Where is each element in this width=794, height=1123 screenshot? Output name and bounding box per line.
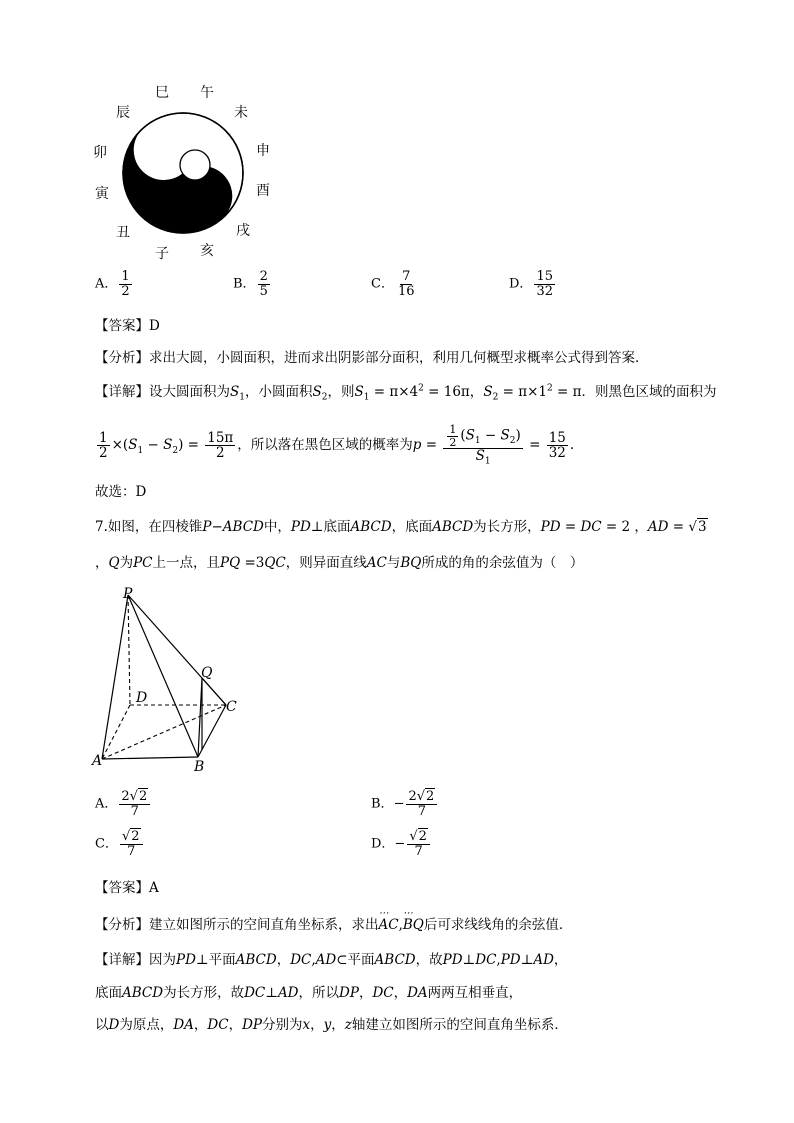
q7-option-b[interactable]: B．− $\frac{2√2}{7}$ (371, 790, 439, 818)
label-A: A (92, 753, 103, 769)
branch-chou: 丑 (116, 225, 130, 241)
label-Q: Q (201, 665, 213, 681)
label-D: D (136, 690, 148, 706)
q6-analysis: 【分析】求出大圆，小圆面积，进而求出阴影部分面积，利用几何概型求概率公式得到答案． (95, 350, 649, 366)
pyramid-diagram (90, 585, 250, 775)
branch-xu: 戌 (236, 223, 250, 239)
label-P: P (123, 586, 133, 602)
label-B: B (194, 759, 205, 775)
branch-wei: 未 (234, 105, 248, 121)
q7-detail-line1: 【详解】因为PD⊥平面ABCD，DC,AD⊂平面ABCD，故PD⊥DC,PD⊥AD， (95, 952, 568, 968)
branch-hai: 亥 (200, 243, 214, 259)
branch-you: 酉 (256, 183, 270, 199)
branch-wu: 午 (200, 85, 214, 101)
q6-answer: 【答案】D (95, 318, 160, 334)
branch-si: 巳 (155, 85, 169, 101)
q7-answer: 【答案】A (95, 880, 159, 896)
q6-option-b[interactable]: B． $\frac{2}{5}$ (233, 269, 268, 299)
q7-detail-line2: 底面ABCD为长方形，故DC⊥AD，所以DP，DC，DA两两互相垂直， (95, 985, 523, 1001)
branch-chen: 辰 (116, 105, 130, 121)
q7-detail-line3: 以D为原点，DA，DC，DP分别为x，y，z轴建立如图所示的空间直角坐标系． (95, 1017, 568, 1033)
q7-stem-line2: ，Q为PC上一点，且PQ =3QC，则异面直线AC与BQ所成的角的余弦值为（ ） (95, 555, 584, 571)
q6-option-c[interactable]: C． $\frac{7}{16}$ (371, 269, 415, 299)
q7-analysis: 【分析】建立如图所示的空间直角坐标系，求出⋯ AC,⋯ BQ后可求线线角的余弦值． (95, 913, 572, 933)
q6-detail-line2: $\frac{1}{2}$ $\times(S_1 - S_2)$ = $\frac{15\pi}{2}$ ，所以落在黑色区域的概率为p = $\frac{1}{2}$ $(S_1 - S_2)$ $S_1$ = $\frac{15}{32}$ . (99, 423, 575, 467)
q6-option-d[interactable]: D． $\frac{15}{32}$ (509, 269, 553, 299)
branch-yin: 寅 (95, 186, 109, 202)
q6-detail-line1: 【详解】设大圆面积为$S_1$，小圆面积$S_2$，则$S_1 = \pi\times 4^2 = 16\pi$，$S_2 = \pi\times 1^2 = \pi$．则黑色区域的面积为 (95, 383, 717, 403)
q7-option-d[interactable]: D．− $\frac{√2}{7}$ (371, 830, 432, 858)
label-C: C (226, 699, 237, 715)
branch-zi: 子 (155, 246, 169, 262)
q7-stem-line1: 7.如图，在四棱锥P−ABCD中，PD⊥底面ABCD，底面ABCD为长方形，PD = DC = 2 ，AD = √3 (95, 519, 707, 535)
branch-mao: 卯 (93, 145, 107, 161)
q6-conclusion: 故选：D (95, 484, 147, 500)
q7-option-a[interactable]: A． $\frac{2√2}{7}$ (95, 790, 152, 818)
q7-option-c[interactable]: C． $\frac{√2}{7}$ (95, 830, 145, 858)
q6-option-a[interactable]: A． $\frac{1}{2}$ (95, 269, 130, 299)
branch-shen: 申 (256, 143, 270, 159)
